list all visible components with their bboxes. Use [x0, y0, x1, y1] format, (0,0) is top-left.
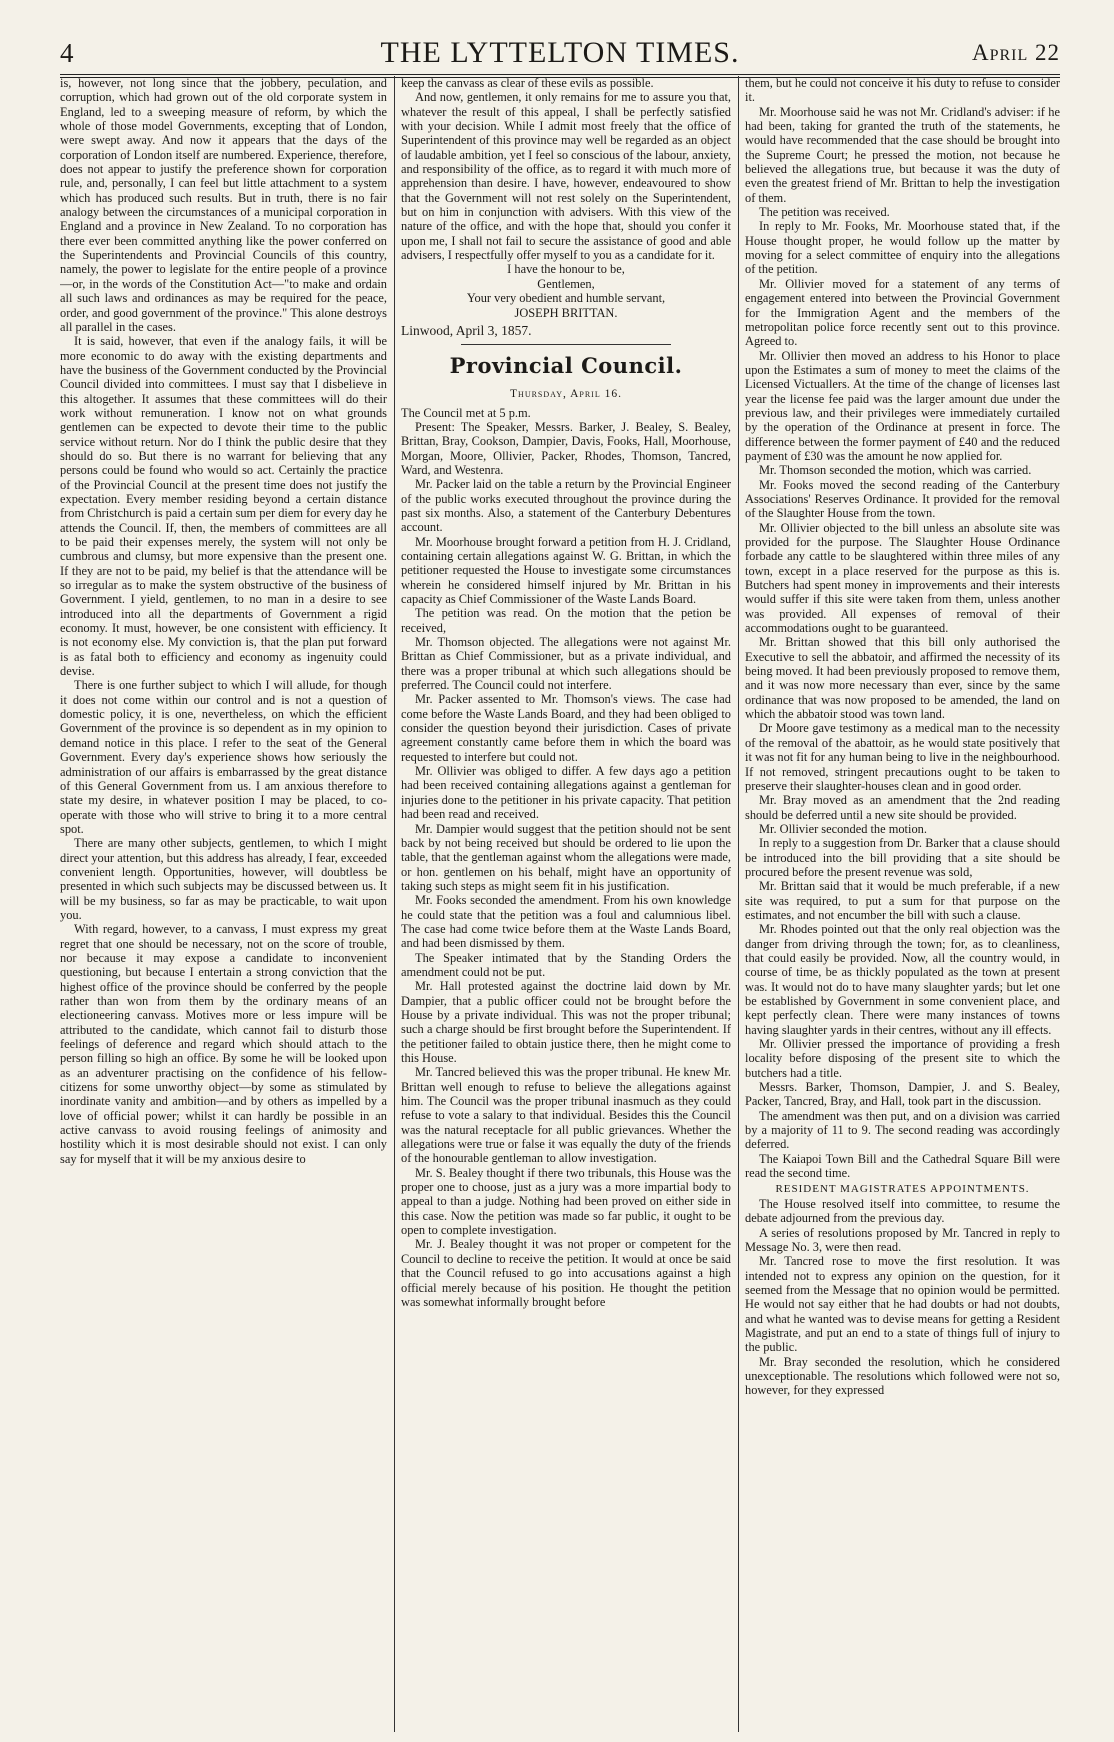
paragraph: A series of resolutions proposed by Mr. Tancred in reply to Message No. 3, were then read. — [745, 1225, 1060, 1254]
paragraph: Mr. Brittan showed that this bill only authorised the Executive to sell the abbatoir, and affirmed the necessity of its being moved. It had been previously proposed to remove them, and it was now more necessary than ever, since by the same ordinance that was now proposed to be amended, the land on which the abbatoir stood was town land. — [745, 635, 1060, 722]
paragraph: The House resolved itself into committee, to resume the debate adjourned from the previous day. — [745, 1196, 1060, 1226]
paragraph: keep the canvass as clear of these evils as possible. — [401, 76, 654, 90]
masthead — [60, 34, 1060, 74]
column-2 — [401, 76, 731, 1734]
paragraph: Mr. Thomson seconded the motion, which was carried. — [759, 463, 1032, 478]
newspaper-title: THE LYTTELTON TIMES. — [380, 36, 740, 69]
paragraph: Mr. Ollivier moved for a statement of any terms of engagement entered into between the Provincial Government for the Immigration Agent and the members of the metropolitan police force recently sent out to this province. Agreed to. — [745, 276, 1060, 349]
page-number: 4 — [60, 38, 74, 68]
paragraph: The Speaker intimated that by the Standing Orders the amendment could not be put. — [401, 950, 731, 979]
paragraph: Mr. Fooks seconded the amendment. From his own knowledge he could state that the petition was a foul and calumnious libel. The case had come twice before them at the Waste Lands Board, and had been dismissed by them. — [401, 893, 731, 951]
column-1 — [60, 76, 387, 1734]
dateline: Linwood, April 3, 1857. — [401, 322, 532, 338]
paragraph: Mr. Dampier would suggest that the petition should not be sent back by not being received but should be ordered to lie upon the table, that the gentleman against whom the allegations were made, or hon. gentlemen on his behalf, might have an opportunity of taking such steps as might seem fit in his justification. — [401, 821, 731, 893]
paragraph: Mr. Ollivier seconded the motion. — [759, 821, 927, 836]
paragraph: Mr. Ollivier pressed the importance of providing a fresh locality before disposing of the present site to which the butchers had a title. — [745, 1037, 1060, 1080]
paragraph: Present: The Speaker, Messrs. Barker, J. Bealey, S. Bealey, Brittan, Bray, Cookson, Dampier, Davis, Fooks, Hall, Moorhouse, Morgan, Moore, Ollivier, Packer, Rhodes, Thomson, Tancred, Ward, and Westenra. — [401, 419, 731, 477]
paragraph: them, but he could not conceive it his duty to refuse to consider it. — [745, 76, 1060, 105]
paragraph: With regard, however, to a canvass, I must express my great regret that one should be necessary, not on the score of trouble, nor because it may expose a candidate to inconvenient questioning, but because I entertain a strong conviction that the highest office of the province should be conferred by the people rather than won from them by the ordinary means of an electioneering canvass. Motives more or less impure will be attributed to the candidate, which cannot fail to disturb those feelings of deference and regard which should attach to the person filling so high an office. By some he will be looked upon as an adventurer practising on the confidence of his fellow-citizens for some unworthy object—by some as stimulated by inordinate vanity and ambition—and by others as impelled by a love of official power; whilst it can hardly be possible in an active canvass to avoid rousing feelings of animosity and hostility which it is most desirable should not exist. I can only say for myself that it will be my anxious desire to — [60, 922, 387, 1166]
paragraph: Mr. Hall protested against the doctrine laid down by Mr. Dampier, that a public officer could not be brought before the House by a private individual. This was not the proper tribunal; such a charge should be first brought before the Superintendent. If the petitioner failed to obtain justice there, then he might come to this House. — [401, 979, 731, 1065]
section-title: Provincial Council. — [449, 353, 683, 379]
paragraph: Mr. Tancred believed this was the proper tribunal. He knew Mr. Brittan well enough to refuse to believe the allegations against him. The Council was the proper tribunal inasmuch as they could refuse to vote a salary to that individual. Besides this the Council was the natural receptacle for all public grievances. Whether the allegations were true or false it was equally the duty of the friends of the honourable gentleman to allow investigation. — [401, 1065, 731, 1166]
paragraph: Mr. Brittan said that it would be much preferable, if a new site was required, to put a sum for that purpose on the estimates, and not encumber the bill with such a clause. — [745, 879, 1060, 922]
closing-line: I have the honour to be, — [507, 262, 625, 277]
paragraph: Mr. Ollivier was obliged to differ. A few days ago a petition had been received containing allegations against a gentleman for injuries done to the petitioner in his private capacity. That petition had been read and received. — [401, 764, 731, 822]
closing-line: Gentlemen, — [537, 276, 595, 291]
paragraph: Mr. Tancred rose to move the first resolution. It was intended not to express any opinion on the question, for it seemed from the Message that no opinion would be permitted. He would not say either that he had doubts or had not doubts, and what he wanted was to devise means for getting a Resident Magistrate, and put an end to a state of things full of injury to the public. — [745, 1254, 1060, 1355]
paragraph: Mr. Rhodes pointed out that the only real objection was the danger from driving through the town; for, as to cleanliness, that could easily be provided. Now, all the country would, in course of time, be as thickly populated as the town at present was. It would not do to have many slaughter yards; but let one be established by Government in some convenient place, and kept perfectly clean. There were many instances of towns having slaughter yards in their centres, without any ill effects. — [745, 922, 1060, 1037]
paragraph: In reply to Mr. Fooks, Mr. Moorhouse stated that, if the House thought proper, he would follow up the matter by moving for a select committee of enquiry into the allegations of the petition. — [745, 219, 1060, 277]
paragraph: Mr. Bray seconded the resolution, which he considered unexceptionable. The resolutions which followed were not so, however, for they expressed — [745, 1354, 1060, 1398]
issue-date: April 22 — [971, 40, 1060, 65]
paragraph: There are many other subjects, gentlemen, to which I might direct your attention, but this address has already, I fear, exceeded convenient length. Opportunities, however, will doubtless be presented in which such subjects may be discussed between us. It will be my business, so far as may be practicable, to wait upon you. — [60, 836, 387, 922]
paragraph: Dr Moore gave testimony as a medical man to the necessity of the removal of the abattoir, as he would state positively that it was not fit for any human being to live in the neighbourhood. If not removed, stringent precautions ought to be taken to preserve their slaughter-houses clean and in good order. — [745, 721, 1060, 793]
paragraph: Messrs. Barker, Thomson, Dampier, J. and S. Bealey, Packer, Tancred, Bray, and Hall, took part in the discussion. — [745, 1080, 1060, 1109]
paragraph: Mr. Moorhouse brought forward a petition from H. J. Cridland, containing certain allegations against W. G. Brittan, in which the petitioner requested the House to investigate some circumstances wherein he considered himself injured by Mr. Brittan in his capacity as Chief Commissioner of the Waste Lands Board. — [401, 534, 731, 606]
column-3 — [745, 76, 1060, 1734]
closing-line: Your very obedient and humble servant, — [466, 291, 666, 306]
section-rule — [461, 344, 671, 345]
paragraph: It is said, however, that even if the analogy fails, it will be more economic to do away with the existing departments and have the business of the Government conducted by the Provincial Council divided into committees. I must say that I disbelieve in this altogether. It assumes that these committees will do their work without remuneration. I know not on what grounds gentlemen can be expected to devote their time to the public service without return. Nor do I think the public desire that they should do so. But there is no warrant for believing that any persons could be found who would so act. Certainly the practice of the Provincial Council at the present time does not justify the expectation. Every member residing beyond a certain distance from Christchurch is paid a certain sum per diem for every day he attends the Council. If, then, the members of committees are all to be paid their expenses merely, the system will not only be cumbrous and clumsy, but more expensive than the present one. If they are not to be paid, my belief is that the attendance will be so irregular as to make the system obstructive of the business of Government. I yield, gentlemen, to no man in a desire to see introduced into all the departments of Government a rigid economy. It must, however, be one consistent with efficiency. It is not economy else. My conviction is, that the plan put forward is as fatal both to efficiency and economy as ingenuity could devise. — [60, 334, 387, 679]
paragraph: Mr. Packer assented to Mr. Thomson's views. The case had come before the Waste Lands Board, and they had been obliged to consider the question beyond their jurisdiction. Cases of private agreement constantly came before them in which the board was requested to interfere but could not. — [401, 692, 731, 764]
paragraph: Mr. Ollivier then moved an address to his Honor to place upon the Estimates a sum of money to meet the claims of the Licensed Victuallers. At the time of the change of licenses last year the license fee paid was the larger amount due under the previous law, and their privileges were immediately curtailed by the operation of the Ordinance at present in force. The difference between the former payment of £40 and the reduced payment of £30 was the amount he now applied for. — [745, 348, 1060, 463]
paragraph: In reply to a suggestion from Dr. Barker that a clause should be introduced into the bill providing that a site should be procured before the present revenue was sold, — [745, 836, 1060, 879]
paragraph: The petition was read. On the motion that the petion be received, — [401, 606, 731, 635]
paragraph: is, however, not long since that the jobbery, peculation, and corruption, which had grown out of the old corporate system in England, led to a sweeping measure of reform, by which the whole of those model Governments, excepting that of London, were swept away. And now it appears that the days of the corporation of London itself are numbered. Experience, therefore, does not appear to justify the preference shown for corporation rule, and, personally, I can feel but little attachment to a system which has produced such results. But in truth, there is no fair analogy between the circumstances of a municipal corporation in England and a province in New Zealand. To no corporation has there ever been committed anything like the power conferred on the Superintendents and Provincial Councils of this country, namely, the power to legislate for the entire people of a province—or, in the words of the Constitution Act—"to make and ordain all such laws and ordinances as may be required for the peace, order, and good government of the province." This alone destroys all parallel in the cases. — [60, 76, 387, 334]
column-divider — [394, 76, 395, 1732]
paragraph: Mr. Thomson objected. The allegations were not against Mr. Brittan as Chief Commissioner, but as a private individual, and there was a proper tribunal at which such allegations should be preferred. The Council could not interfere. — [401, 635, 731, 693]
paragraph: The Council met at 5 p.m. — [401, 405, 531, 420]
paragraph: The amendment was then put, and on a division was carried by a majority of 11 to 9. The second reading was accordingly deferred. — [745, 1108, 1060, 1152]
column-divider — [738, 76, 739, 1732]
signature: JOSEPH BRITTAN. — [514, 305, 618, 320]
paragraph: Mr. J. Bealey thought it was not proper or competent for the Council to decline to receive the petition. It would at once be said that the Council refused to go into accusations against a high official merely because of his position. He thought the petition was somewhat informally brought before — [401, 1237, 731, 1309]
paragraph: Mr. Ollivier objected to the bill unless an absolute site was provided for the purpose. The Slaughter House Ordinance forbade any cattle to be slaughtered within three miles of any town, except in a place reserved for the purpose as this is. Butchers had spent money in improvements and their interests would suffer if this site were taken from them, unless another was provided. All expenses of removal of their accommodations ought to be guaranteed. — [745, 520, 1060, 636]
paragraph: Mr. Fooks moved the second reading of the Canterbury Associations' Reserves Ordinance. It provided for the removal of the Slaughter House from the town. — [745, 477, 1060, 521]
paragraph: The petition was received. — [759, 205, 890, 220]
paragraph: Mr. S. Bealey thought if there two tribunals, this House was the proper one to choose, just as a jury was a more impartial body to appeal to than a judge. Nothing had been proved on either side in this case. Now the petition was made so far public, it ought to be open to complete investigation. — [401, 1165, 731, 1238]
paragraph: Mr. Bray moved as an amendment that the 2nd reading should be deferred until a new site should be provided. — [745, 793, 1060, 822]
meeting-date: Thursday, April 16. — [510, 388, 622, 401]
paragraph: The Kaiapoi Town Bill and the Cathedral Square Bill were read the second time. — [745, 1151, 1060, 1181]
paragraph: And now, gentlemen, it only remains for me to assure you that, whatever the result of this appeal, I shall be perfectly satisfied with your decision. While I admit most freely that the office of Superintendent of this province may well be regarded as an object of laudable ambition, yet I feel so conscious of the labour, anxiety, and responsibility of the office, as to regard it with much more of apprehension than desire. I have, however, endeavoured to show that the Government will not rest solely on the Superintendent, but on him in conjunction with advisers. With this view of the nature of the office, and with the hope that, should you confer it upon me, I shall not fail to secure the assistance of good and able advisers, I respectfully offer myself to you as a candidate for it. — [401, 90, 731, 263]
paragraph: Mr. Packer laid on the table a return by the Provincial Engineer of the public works executed throughout the province during the past six months. Also, a statement of the Canterbury Debentures account. — [401, 477, 731, 535]
paragraph: Mr. Moorhouse said he was not Mr. Cridland's adviser: if he had been, taking for granted the truth of the statements, he would have recommended that the case should be brought into the Supreme Court; he pressed the motion, not because he believed the allegations true, but because it was the duty of even the greatest friend of Mr. Brittan to help the investigation of them. — [745, 104, 1060, 205]
header-rule — [60, 74, 1060, 75]
paragraph: There is one further subject to which I will allude, for though it does not come within our control and is not a question of domestic policy, it is one, nevertheless, on which the efficient Government of the province is so dependent as in my opinion to demand notice in this place. I refer to the seat of the General Government. Every day's experience shows how seriously the administration of our affairs is embarrassed by the great distance of this General Government from us. I am anxious therefore to state my desire, in whatever position I may be placed, to co-operate with those who will strive to bring it to a more central spot. — [60, 678, 387, 836]
subheading: RESIDENT MAGISTRATES APPOINTMENTS. — [775, 1183, 1030, 1196]
